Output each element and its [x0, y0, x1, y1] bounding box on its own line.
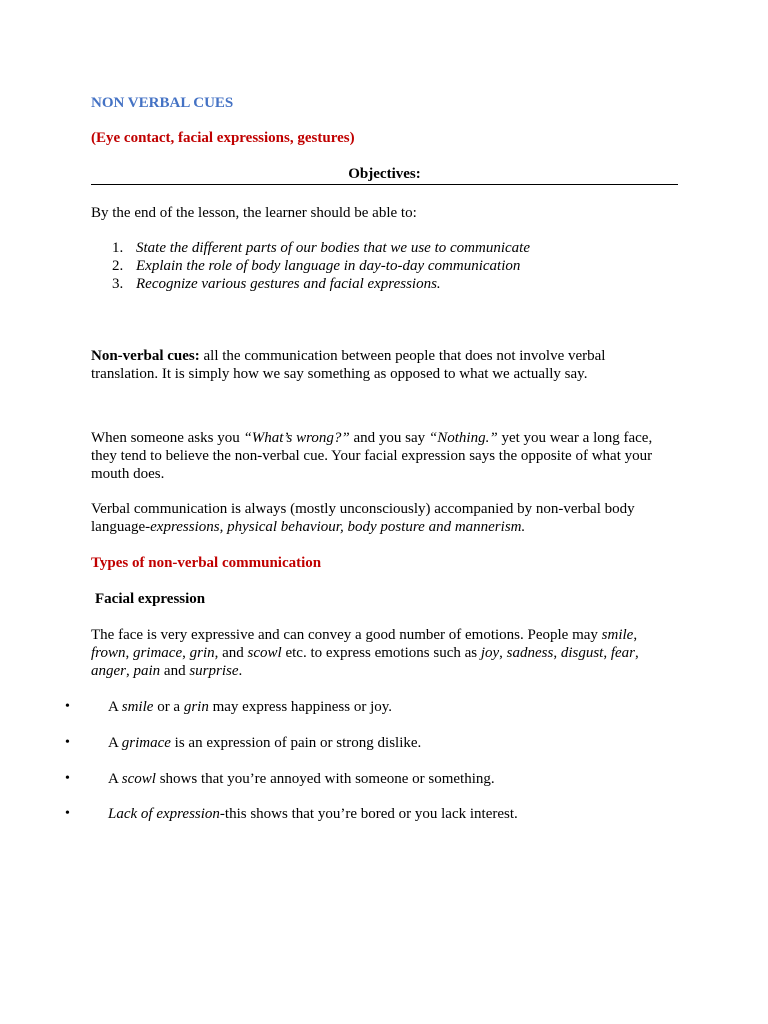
text-run: When someone asks you: [91, 430, 244, 446]
italic-run: grin: [189, 645, 215, 661]
text-run: , and: [214, 645, 248, 661]
text-run: may express happiness or joy.: [208, 699, 393, 715]
text-run: The face is very expressive and can convey a good number of emotions. People may: [91, 627, 602, 643]
text-run: or a: [153, 699, 184, 715]
italic-run: Lack of expression: [108, 806, 220, 822]
text-run: language-: [91, 519, 151, 535]
italic-run: smile: [121, 699, 154, 715]
text-run: mouth does.: [91, 466, 165, 482]
bullet-icon: •: [65, 806, 70, 821]
italic-run: sadness: [506, 645, 554, 661]
text-run: ,: [182, 645, 190, 661]
italic-run: scowl: [121, 771, 156, 787]
facial-expression-heading: Facial expression: [95, 591, 206, 607]
text-run: ,: [633, 627, 638, 643]
text-run: ,: [553, 645, 561, 661]
objective-text: Recognize various gestures and facial expressions.: [136, 276, 441, 292]
objectives-list: [91, 239, 530, 293]
objective-item: [112, 257, 530, 275]
objective-text: State the different parts of our bodies that we use to communicate: [136, 240, 530, 256]
text-run: shows that you’re annoyed with someone or something.: [155, 771, 495, 787]
italic-run: grimace: [132, 645, 183, 661]
objective-number: 1.: [112, 240, 124, 256]
bullet-text: [108, 805, 518, 823]
definition-paragraph: [91, 347, 671, 383]
text-run: -this shows that you’re bored or you lack interest.: [219, 806, 518, 822]
text-run: is an expression of pain or strong dislike.: [170, 735, 422, 751]
italic-run: grimace: [121, 735, 171, 751]
horizontal-rule: [91, 184, 678, 185]
italic-run: frown: [91, 645, 126, 661]
text-run: and: [160, 663, 190, 679]
quote-whats-wrong: “What’s wrong?”: [243, 430, 350, 446]
verbal-paragraph: [91, 500, 671, 536]
document-title: NON VERBAL CUES: [91, 95, 234, 111]
text-run: yet you wear a long face,: [497, 430, 653, 446]
bullet-text: [108, 770, 495, 788]
text-run: ,: [126, 663, 134, 679]
bullet-icon: •: [65, 699, 70, 714]
text-run: and you say: [349, 430, 429, 446]
italic-run: disgust: [560, 645, 604, 661]
objective-text: Explain the role of body language in day-to-day communication: [136, 258, 521, 274]
definition-term: Non-verbal cues:: [91, 348, 200, 364]
intro-text: By the end of the lesson, the learner should be able to:: [91, 205, 417, 221]
italic-run: surprise: [189, 663, 239, 679]
bullet-text: [108, 734, 421, 752]
italic-run: fear: [610, 645, 636, 661]
example-paragraph: [91, 429, 671, 483]
definition-text-line2: translation. It is simply how we say something as opposed to what we actually say.: [91, 366, 588, 382]
italic-run: joy: [480, 645, 500, 661]
text-run: A: [108, 735, 122, 751]
facial-paragraph: [91, 626, 671, 680]
text-run: ,: [635, 645, 639, 661]
quote-nothing: “Nothing.”: [428, 430, 498, 446]
text-run: ,: [603, 645, 611, 661]
italic-run: grin: [183, 699, 209, 715]
italic-run: smile: [601, 627, 634, 643]
text-run: A: [108, 771, 122, 787]
italic-run: expressions, physical behaviour, body posture and mannerism.: [150, 519, 526, 535]
objectives-heading: Objectives:: [348, 166, 421, 182]
italic-run: scowl: [247, 645, 282, 661]
text-run: A: [108, 699, 122, 715]
text-run: Verbal communication is always (mostly unconsciously) accompanied by non-verbal body: [91, 501, 635, 517]
bullet-icon: •: [65, 735, 70, 750]
text-run: ,: [125, 645, 133, 661]
objective-number: 3.: [112, 276, 124, 292]
bullet-text: [108, 698, 392, 716]
italic-run: anger: [91, 663, 126, 679]
text-run: ,: [499, 645, 507, 661]
objective-item: [112, 275, 530, 293]
italic-run: pain: [133, 663, 161, 679]
text-run: they tend to believe the non-verbal cue. Your facial expression says the opposite of what your: [91, 448, 653, 464]
definition-text: all the communication between people that does not involve verbal: [199, 348, 606, 364]
bullet-icon: •: [65, 771, 70, 786]
objective-item: [112, 239, 530, 257]
document-subtitle: (Eye contact, facial expressions, gestures): [91, 130, 355, 146]
types-heading: Types of non-verbal communication: [91, 555, 322, 571]
text-run: etc. to express emotions such as: [281, 645, 481, 661]
objective-number: 2.: [112, 258, 124, 274]
text-run: .: [238, 663, 243, 679]
